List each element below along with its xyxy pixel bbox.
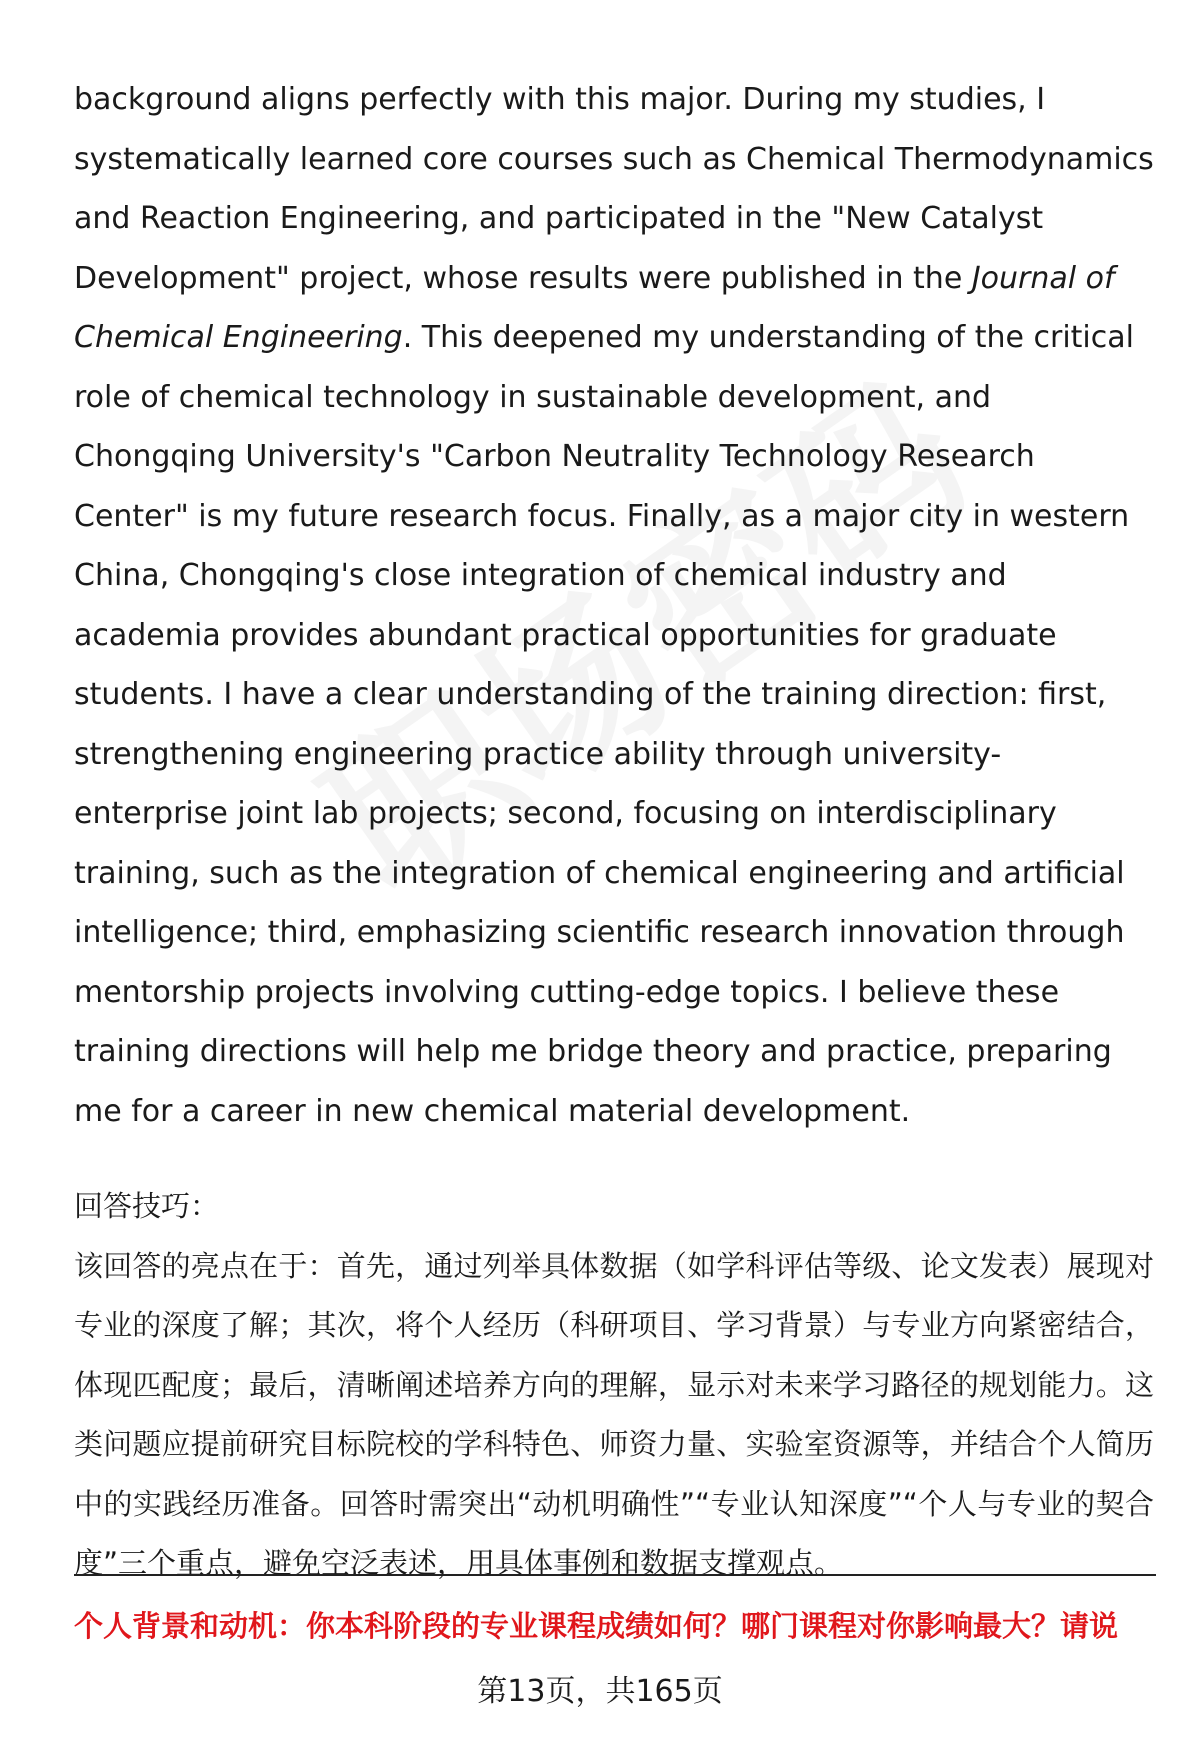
tips-body: 该回答的亮点在于：首先，通过列举具体数据（如学科评估等级、论文发表）展现对专业的深度了解；其次，将个人经历（科研项目、学习背景）与专业方向紧密结合，体现匹配度；最后，清晰阐述培养方向的理解，显示对未来学习路径的规划能力。这类问题应提前研究目标院校的学科特色、师资力量、实验室资源等，并结合个人简历中的实践经历准备。回答时需突出“动机明确性”“专业认知深度”“个人与专业的契合度”三个重点，避免空泛表述，用具体事例和数据支撑观点。 (74, 1248, 1154, 1580)
answer-text-part1: background aligns perfectly with this major. During my studies, I systematically learned core courses such as Chemical Thermodynamics and Reaction Engineering, and participated in the "New Catalyst Development" project, whose results were published in the (74, 82, 1154, 296)
answer-paragraph (74, 70, 1154, 1141)
next-question-title: 个人背景和动机：你本科阶段的专业课程成绩如何？哪门课程对你影响最大？请说 (74, 1609, 1119, 1643)
page-number-footer: 第13页，共165页 (477, 1674, 723, 1709)
journal-name: Journal of Chemical Engineering (74, 260, 1115, 355)
answer-text-part2: . This deepened my understanding of the critical role of chemical technology in sustainable development, and Chongqing University's "Carbon Neutrality Technology Research Center" is my future research focus. Finally, as a major city in western China, Chongqing's close integration of chemical industry and academia provides abundant practical opportunities for graduate students. I have a clear understanding of the training direction: first, strengthening engineering practice ability through university-enterprise joint lab projects; second, focusing on interdisciplinary training, such as the integration of chemical engineering and artificial intelligence; third, emphasizing scientific research innovation through mentorship projects involving cutting-edge topics. I believe these training directions will help me bridge theory and practice, preparing me for a career in new chemical material development. (74, 320, 1134, 1129)
document-page (74, 70, 1154, 1594)
section-divider (74, 1574, 1156, 1576)
tips-heading: 回答技巧： (74, 1189, 220, 1223)
